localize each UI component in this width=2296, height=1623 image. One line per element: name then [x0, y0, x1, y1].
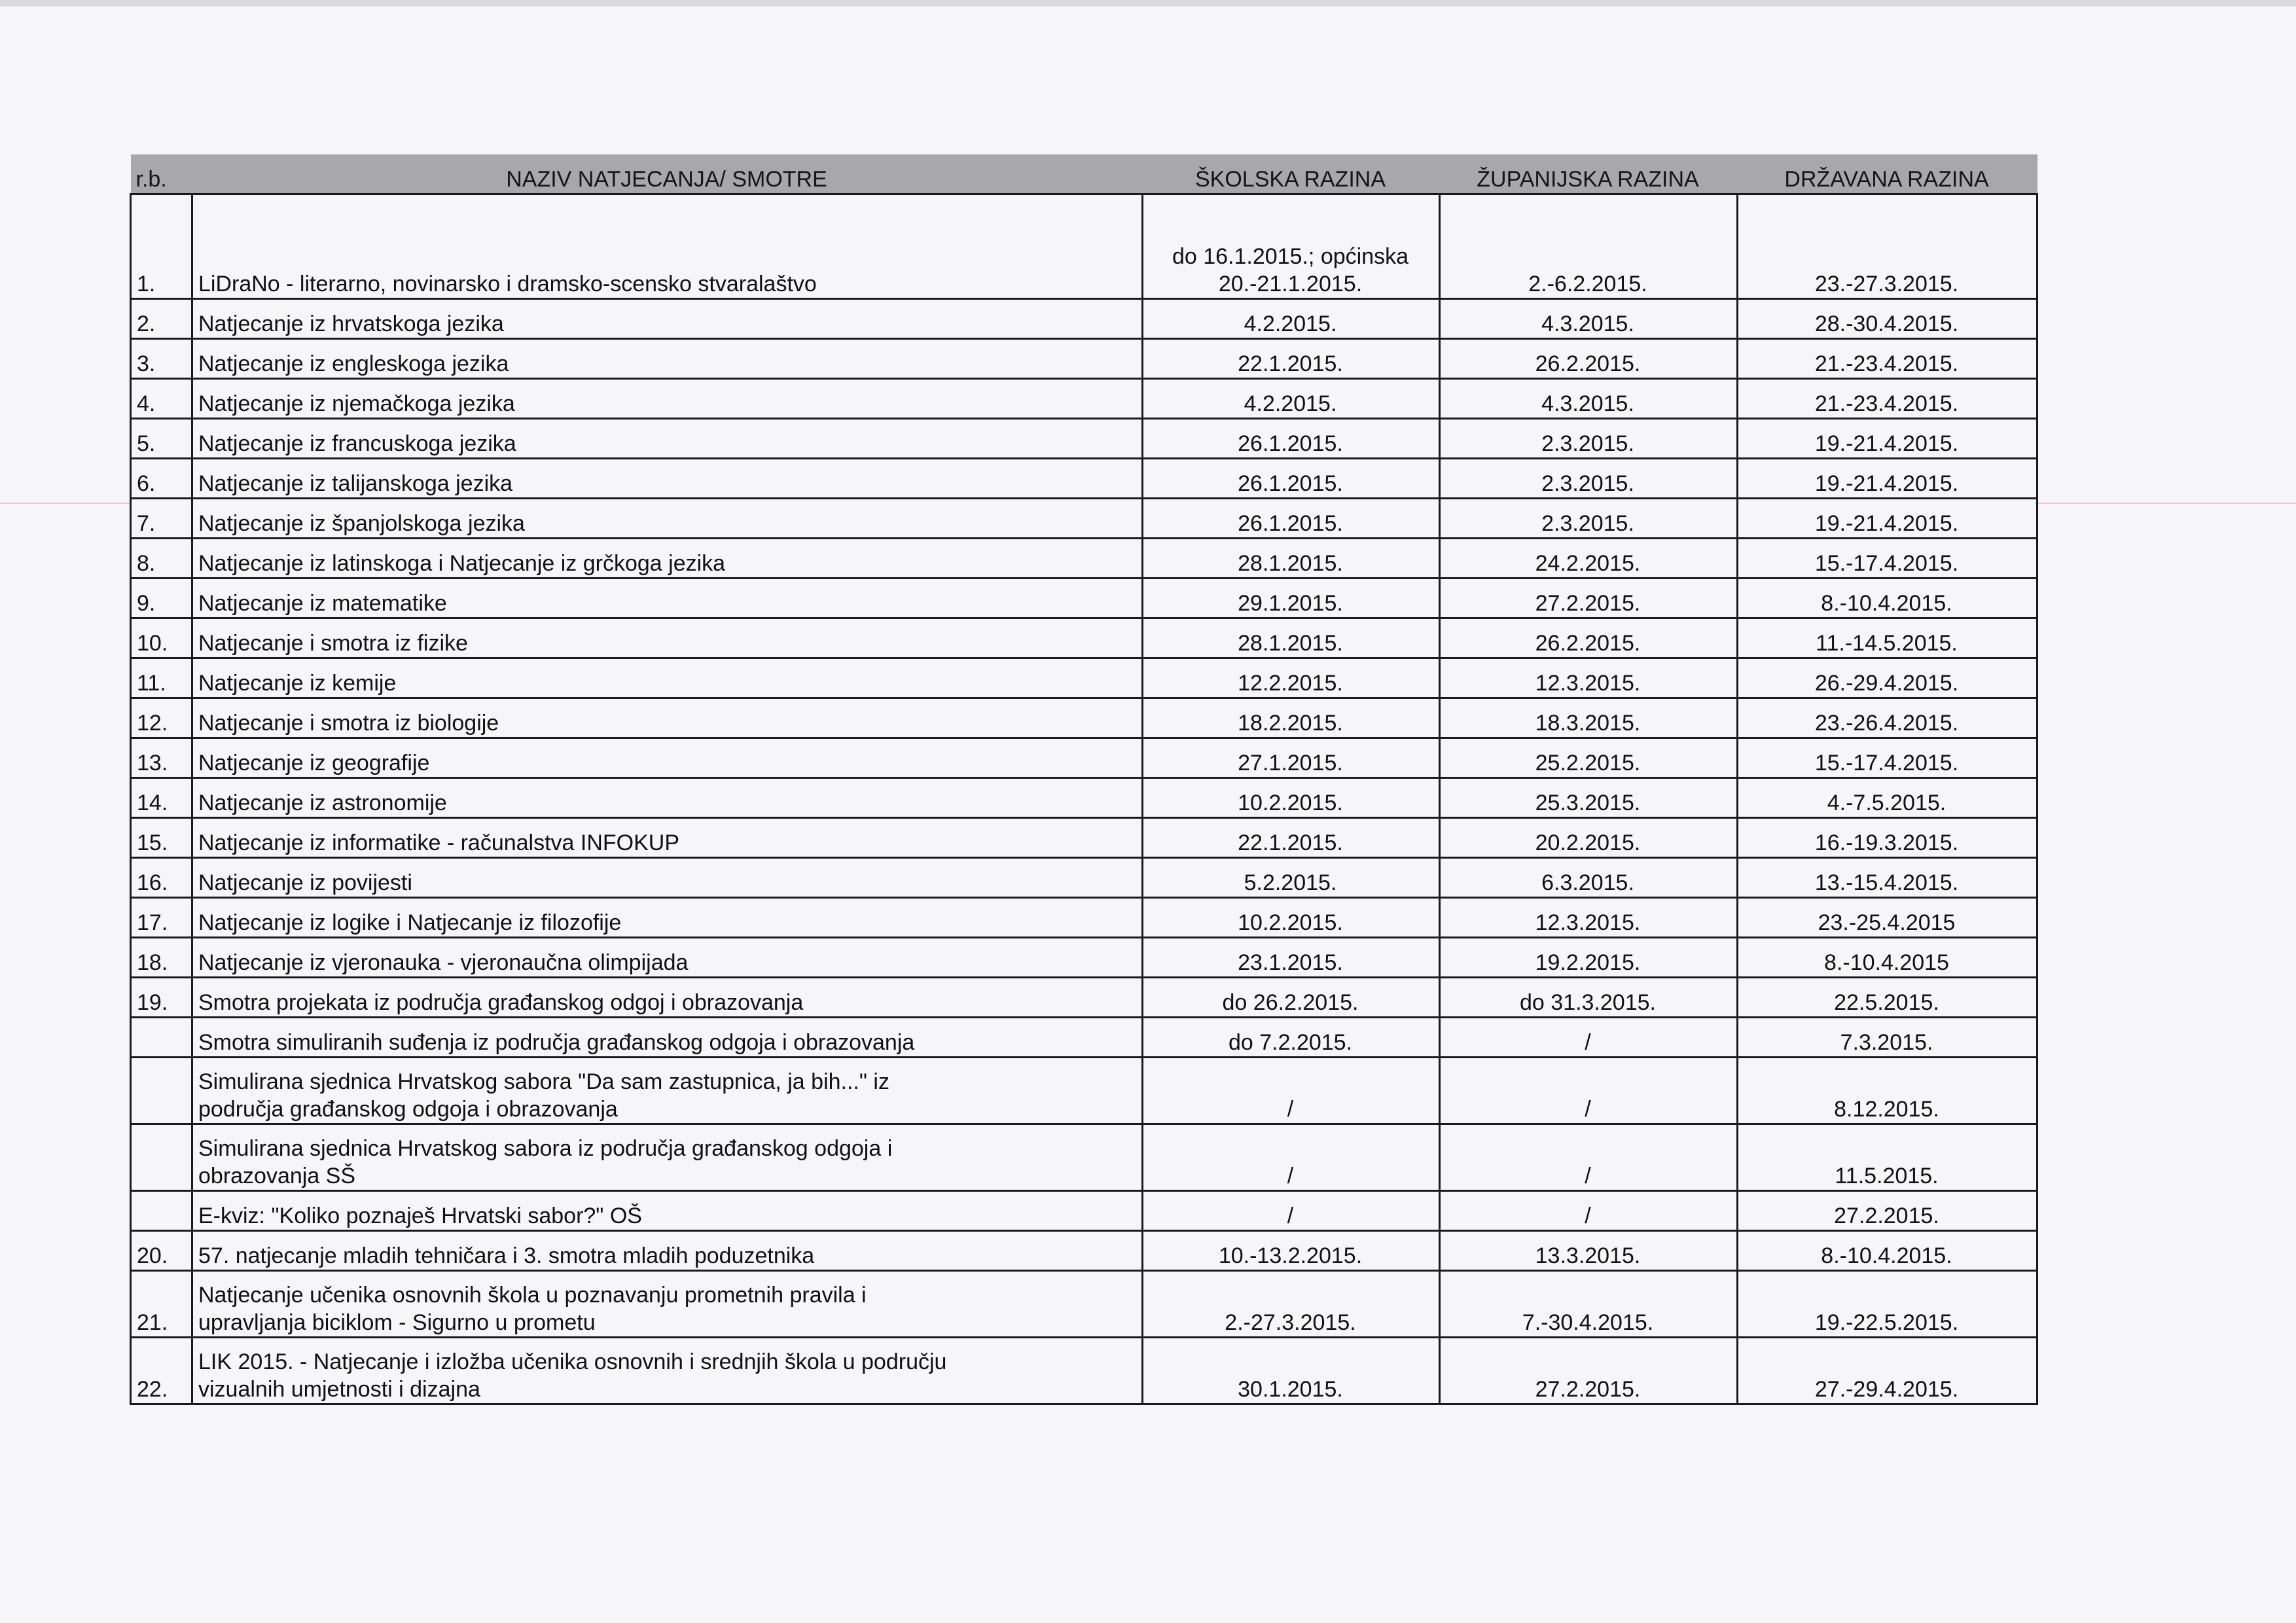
row-number: 8.	[131, 538, 192, 578]
row-number: 21.	[131, 1270, 192, 1337]
row-number: 3.	[131, 338, 192, 378]
school-level-date: 26.1.2015.	[1143, 418, 1440, 458]
school-level-date: do 26.2.2015.	[1143, 977, 1440, 1017]
competition-name: 57. natjecanje mladih tehničara i 3. smotra mladih poduzetnika	[192, 1230, 1143, 1270]
school-level-date: 29.1.2015.	[1143, 578, 1440, 618]
school-level-date: 4.2.2015.	[1143, 378, 1440, 418]
state-level-date: 4.-7.5.2015.	[1738, 777, 2037, 817]
state-level-date: 11.5.2015.	[1738, 1124, 2037, 1190]
row-number: 17.	[131, 897, 192, 937]
margin-mark-right	[2036, 503, 2296, 504]
county-level-date: /	[1440, 1190, 1738, 1230]
table-row	[131, 418, 2037, 458]
table-row	[131, 1230, 2037, 1270]
row-number: 1.	[131, 194, 192, 298]
school-level-date: 12.2.2015.	[1143, 658, 1440, 698]
row-number: 4.	[131, 378, 192, 418]
competition-name: E-kviz: "Koliko poznaješ Hrvatski sabor?" OŠ	[192, 1190, 1143, 1230]
row-number: 19.	[131, 977, 192, 1017]
state-level-date: 8.-10.4.2015	[1738, 937, 2037, 977]
school-level-date: 4.2.2015.	[1143, 298, 1440, 338]
school-level-date: 5.2.2015.	[1143, 857, 1440, 897]
row-number: 14.	[131, 777, 192, 817]
county-level-date: 12.3.2015.	[1440, 897, 1738, 937]
school-level-date: 30.1.2015.	[1143, 1337, 1440, 1404]
competition-name: Natjecanje iz povijesti	[192, 857, 1143, 897]
row-number: 5.	[131, 418, 192, 458]
table-row	[131, 1124, 2037, 1190]
row-number	[131, 1190, 192, 1230]
state-level-date: 19.-21.4.2015.	[1738, 498, 2037, 538]
school-level-date: /	[1143, 1190, 1440, 1230]
school-level-date: 10.2.2015.	[1143, 897, 1440, 937]
table-row	[131, 738, 2037, 777]
state-level-date: 19.-21.4.2015.	[1738, 418, 2037, 458]
county-level-date: /	[1440, 1057, 1738, 1124]
row-number: 10.	[131, 618, 192, 658]
state-level-date: 27.-29.4.2015.	[1738, 1337, 2037, 1404]
table-row	[131, 698, 2037, 738]
competition-name: Natjecanje iz latinskoga i Natjecanje iz grčkoga jezika	[192, 538, 1143, 578]
state-level-date: 8.-10.4.2015.	[1738, 1230, 2037, 1270]
row-number: 6.	[131, 458, 192, 498]
row-number: 15.	[131, 817, 192, 857]
school-level-date: 18.2.2015.	[1143, 698, 1440, 738]
state-level-date: 22.5.2015.	[1738, 977, 2037, 1017]
county-level-date: 18.3.2015.	[1440, 698, 1738, 738]
state-level-date: 11.-14.5.2015.	[1738, 618, 2037, 658]
competition-name: Natjecanje iz španjolskoga jezika	[192, 498, 1143, 538]
school-level-date: /	[1143, 1124, 1440, 1190]
county-level-date: 6.3.2015.	[1440, 857, 1738, 897]
table-row	[131, 897, 2037, 937]
state-level-date: 23.-27.3.2015.	[1738, 194, 2037, 298]
county-level-date: 7.-30.4.2015.	[1440, 1270, 1738, 1337]
header-name: NAZIV NATJECANJA/ SMOTRE	[192, 154, 1143, 194]
state-level-date: 23.-25.4.2015	[1738, 897, 2037, 937]
county-level-date: 13.3.2015.	[1440, 1230, 1738, 1270]
table-row	[131, 194, 2037, 298]
competition-name: LIK 2015. - Natjecanje i izložba učenika osnovnih i srednjih škola u području vizualnih umjetnosti i dizajna	[192, 1337, 1143, 1404]
competition-name: LiDraNo - literarno, novinarsko i dramsko-scensko stvaralaštvo	[192, 194, 1143, 298]
competition-name: Smotra projekata iz područja građanskog odgoj i obrazovanja	[192, 977, 1143, 1017]
school-level-date: 22.1.2015.	[1143, 817, 1440, 857]
row-number: 18.	[131, 937, 192, 977]
competitions-table	[130, 154, 2038, 1405]
state-level-date: 21.-23.4.2015.	[1738, 338, 2037, 378]
state-level-date: 23.-26.4.2015.	[1738, 698, 2037, 738]
row-number: 9.	[131, 578, 192, 618]
row-number	[131, 1124, 192, 1190]
school-level-date: 28.1.2015.	[1143, 538, 1440, 578]
header-school-level: ŠKOLSKA RAZINA	[1143, 154, 1440, 194]
competition-name: Natjecanje iz logike i Natjecanje iz filozofije	[192, 897, 1143, 937]
county-level-date: 12.3.2015.	[1440, 658, 1738, 698]
school-level-date: /	[1143, 1057, 1440, 1124]
header-rb: r.b.	[131, 154, 192, 194]
competition-name: Natjecanje iz vjeronauka - vjeronaučna olimpijada	[192, 937, 1143, 977]
table-row	[131, 498, 2037, 538]
state-level-date: 15.-17.4.2015.	[1738, 738, 2037, 777]
state-level-date: 19.-21.4.2015.	[1738, 458, 2037, 498]
county-level-date: do 31.3.2015.	[1440, 977, 1738, 1017]
table-header-row	[131, 154, 2037, 194]
school-level-date: do 7.2.2015.	[1143, 1017, 1440, 1057]
table-row	[131, 1337, 2037, 1404]
table-row	[131, 977, 2037, 1017]
margin-mark-left	[0, 503, 131, 504]
competition-name: Natjecanje iz astronomije	[192, 777, 1143, 817]
table-row	[131, 1190, 2037, 1230]
table-row	[131, 298, 2037, 338]
competition-name: Natjecanje iz francuskoga jezika	[192, 418, 1143, 458]
row-number: 13.	[131, 738, 192, 777]
state-level-date: 8.-10.4.2015.	[1738, 578, 2037, 618]
row-number: 22.	[131, 1337, 192, 1404]
county-level-date: 20.2.2015.	[1440, 817, 1738, 857]
county-level-date: /	[1440, 1017, 1738, 1057]
competition-name: Natjecanje iz engleskoga jezika	[192, 338, 1143, 378]
header-state-level: DRŽAVANA RAZINA	[1738, 154, 2037, 194]
school-level-date: do 16.1.2015.; općinska 20.-21.1.2015.	[1143, 194, 1440, 298]
state-level-date: 13.-15.4.2015.	[1738, 857, 2037, 897]
row-number: 7.	[131, 498, 192, 538]
county-level-date: /	[1440, 1124, 1738, 1190]
school-level-date: 22.1.2015.	[1143, 338, 1440, 378]
county-level-date: 25.2.2015.	[1440, 738, 1738, 777]
school-level-date: 10.2.2015.	[1143, 777, 1440, 817]
county-level-date: 19.2.2015.	[1440, 937, 1738, 977]
state-level-date: 19.-22.5.2015.	[1738, 1270, 2037, 1337]
competition-name: Natjecanje učenika osnovnih škola u poznavanju prometnih pravila i upravljanja biciklom - Sigurno u prometu	[192, 1270, 1143, 1337]
table-row	[131, 618, 2037, 658]
row-number: 12.	[131, 698, 192, 738]
state-level-date: 26.-29.4.2015.	[1738, 658, 2037, 698]
competition-name: Natjecanje iz kemije	[192, 658, 1143, 698]
county-level-date: 2.-6.2.2015.	[1440, 194, 1738, 298]
county-level-date: 2.3.2015.	[1440, 458, 1738, 498]
state-level-date: 16.-19.3.2015.	[1738, 817, 2037, 857]
header-county-level: ŽUPANIJSKA RAZINA	[1440, 154, 1738, 194]
state-level-date: 15.-17.4.2015.	[1738, 538, 2037, 578]
state-level-date: 27.2.2015.	[1738, 1190, 2037, 1230]
competition-name: Natjecanje iz talijanskoga jezika	[192, 458, 1143, 498]
state-level-date: 28.-30.4.2015.	[1738, 298, 2037, 338]
table-row	[131, 1017, 2037, 1057]
scan-top-edge	[0, 0, 2296, 7]
school-level-date: 26.1.2015.	[1143, 498, 1440, 538]
table-row	[131, 937, 2037, 977]
row-number	[131, 1017, 192, 1057]
school-level-date: 26.1.2015.	[1143, 458, 1440, 498]
table-row	[131, 658, 2037, 698]
competition-name: Natjecanje iz geografije	[192, 738, 1143, 777]
competition-name: Natjecanje iz informatike - računalstva INFOKUP	[192, 817, 1143, 857]
competition-name: Natjecanje iz hrvatskoga jezika	[192, 298, 1143, 338]
school-level-date: 23.1.2015.	[1143, 937, 1440, 977]
row-number	[131, 1057, 192, 1124]
school-level-date: 2.-27.3.2015.	[1143, 1270, 1440, 1337]
county-level-date: 2.3.2015.	[1440, 498, 1738, 538]
state-level-date: 8.12.2015.	[1738, 1057, 2037, 1124]
school-level-date: 27.1.2015.	[1143, 738, 1440, 777]
row-number: 2.	[131, 298, 192, 338]
table-row	[131, 817, 2037, 857]
table-body	[131, 194, 2037, 1404]
county-level-date: 4.3.2015.	[1440, 378, 1738, 418]
competition-name: Simulirana sjednica Hrvatskog sabora "Da sam zastupnica, ja bih..." iz područja građanskog odgoja i obrazovanja	[192, 1057, 1143, 1124]
competition-name: Natjecanje i smotra iz biologije	[192, 698, 1143, 738]
school-level-date: 28.1.2015.	[1143, 618, 1440, 658]
competition-name: Natjecanje i smotra iz fizike	[192, 618, 1143, 658]
table-row	[131, 378, 2037, 418]
table-row	[131, 857, 2037, 897]
state-level-date: 7.3.2015.	[1738, 1017, 2037, 1057]
competition-name: Natjecanje iz matematike	[192, 578, 1143, 618]
row-number: 11.	[131, 658, 192, 698]
county-level-date: 25.3.2015.	[1440, 777, 1738, 817]
competition-name: Smotra simuliranih suđenja iz područja građanskog odgoja i obrazovanja	[192, 1017, 1143, 1057]
table-row	[131, 338, 2037, 378]
table-row	[131, 538, 2037, 578]
county-level-date: 26.2.2015.	[1440, 618, 1738, 658]
table-row	[131, 578, 2037, 618]
county-level-date: 4.3.2015.	[1440, 298, 1738, 338]
state-level-date: 21.-23.4.2015.	[1738, 378, 2037, 418]
table-row	[131, 1057, 2037, 1124]
county-level-date: 27.2.2015.	[1440, 1337, 1738, 1404]
row-number: 16.	[131, 857, 192, 897]
county-level-date: 2.3.2015.	[1440, 418, 1738, 458]
table-row	[131, 777, 2037, 817]
table-row	[131, 1270, 2037, 1337]
county-level-date: 26.2.2015.	[1440, 338, 1738, 378]
competition-name: Simulirana sjednica Hrvatskog sabora iz područja građanskog odgoja i obrazovanja SŠ	[192, 1124, 1143, 1190]
table-row	[131, 458, 2037, 498]
county-level-date: 24.2.2015.	[1440, 538, 1738, 578]
competition-name: Natjecanje iz njemačkoga jezika	[192, 378, 1143, 418]
school-level-date: 10.-13.2.2015.	[1143, 1230, 1440, 1270]
county-level-date: 27.2.2015.	[1440, 578, 1738, 618]
row-number: 20.	[131, 1230, 192, 1270]
